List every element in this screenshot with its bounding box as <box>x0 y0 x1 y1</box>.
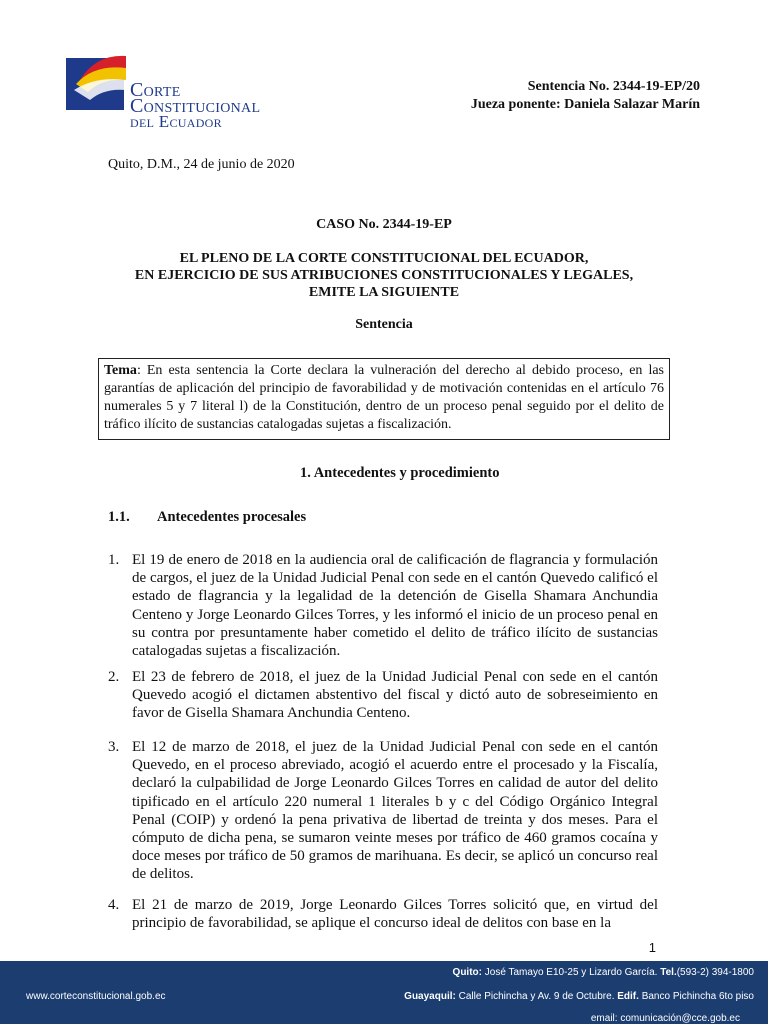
logo-line-3: del Ecuador <box>130 112 222 131</box>
list-item-number: 1. <box>108 552 120 568</box>
document-header <box>471 78 700 114</box>
list-item-text: El 12 de marzo de 2018, el juez de la Unidad Judicial Penal con sede en el cantón Quevedo, en el proceso abreviado, acogió el acuerdo entre el procesado y la Fiscalía, declaró la culpabilidad de Jorge Leonardo Gilces Torres en calidad de autor del delito tipificado en el artículo 220 numeral 1 literales b y c del Código Orgánico Integral Penal (COIP) y ordenó la pena privativa de libertad de treinta y dos meses. Para el cómputo de dicha pena, se sumaron veinte meses por tráfico de 460 gramos cocaína y doce meses por tráfico de 50 gramos de marihuana. Es decir, se aplicó un concurso real de delitos. <box>132 739 658 883</box>
footer-bar <box>0 961 768 1024</box>
edif-label: Edif. <box>617 991 639 1002</box>
website-link[interactable]: www.corteconstitucional.gob.ec <box>26 991 166 1002</box>
tema-box <box>98 358 670 440</box>
logo-line-2: Constitucional <box>130 95 261 117</box>
list-item-number: 3. <box>108 739 120 755</box>
guayaquil-address: Calle Pichincha y Av. 9 de Octubre. <box>458 991 615 1002</box>
list-item-text: El 21 de marzo de 2019, Jorge Leonardo Gilces Torres solicitó que, en virtud del principio de favorabilidad, se aplique el concurso ideal de delitos con base en la <box>132 897 658 932</box>
list-item-number: 2. <box>108 669 120 685</box>
footer-guayaquil <box>404 991 754 1002</box>
guayaquil-label: Guayaquil: <box>404 991 456 1002</box>
pleno-heading <box>100 250 668 301</box>
pleno-line-2: EN EJERCICIO DE SUS ATRIBUCIONES CONSTITUCIONALES Y LEGALES, <box>134 268 634 283</box>
caso-number: CASO No. 2344-19-EP <box>316 217 452 232</box>
court-logo <box>66 50 286 134</box>
section-heading: 1. Antecedentes y procedimiento <box>300 465 500 481</box>
pleno-line-3: EMITE LA SIGUIENTE <box>308 285 460 300</box>
quito-label: Quito: <box>452 967 482 978</box>
tema-label: Tema <box>104 363 137 378</box>
jueza-ponente: Jueza ponente: Daniela Salazar Marín <box>470 97 700 112</box>
subsection-title: Antecedentes procesales <box>157 509 307 525</box>
logo-line-1: Corte <box>130 79 181 101</box>
subsection-heading <box>108 509 306 526</box>
footer-email[interactable]: email: comunicación@cce.gob.ec <box>590 1013 740 1024</box>
tema-text: : En esta sentencia la Corte declara la vulneración del derecho al debido proceso, en las garantías de aplicación del principio de favorabilidad y de motivación contenidas en el artículo 76 numerales 5 y 7 literal l) de la Constitución, dentro de un proceso penal seguido por el delito de tráfico ilícito de sustancias catalogadas sujetas a fiscalización. <box>104 363 664 432</box>
list-item <box>108 896 658 932</box>
list-item <box>108 668 658 723</box>
list-item <box>108 551 658 660</box>
list-item-number: 4. <box>108 897 120 913</box>
pleno-line-1: EL PLENO DE LA CORTE CONSTITUCIONAL DEL ECUADOR, <box>179 251 589 266</box>
quito-address: José Tamayo E10-25 y Lizardo García. <box>484 967 658 978</box>
page-number: 1 <box>648 940 656 955</box>
list-item <box>108 738 658 884</box>
logo-wordmark <box>130 79 261 131</box>
court-emblem-icon <box>66 50 128 112</box>
tel-number: (593-2) 394-1800 <box>676 967 754 978</box>
sentencia-number: Sentencia No. 2344-19-EP/20 <box>527 79 700 94</box>
place-date: Quito, D.M., 24 de junio de 2020 <box>108 157 295 172</box>
list-item-text: El 23 de febrero de 2018, el juez de la Unidad Judicial Penal con sede en el cantón Quevedo acogió el dictamen abstentivo del fiscal y dictó auto de sobreseimiento en favor de Gisella Shamara Anchundia Centeno. <box>132 669 658 722</box>
edif-name: Banco Pichincha 6to piso <box>641 991 754 1002</box>
subsection-number: 1.1. <box>108 509 130 525</box>
list-item-text: El 19 de enero de 2018 en la audiencia oral de calificación de flagrancia y formulación de cargos, el juez de la Unidad Judicial Penal con sede en el cantón Quevedo calificó el estado de flagrancia y la legalidad de la detención de Gisella Shamara Anchundia Centeno y Jorge Leonardo Gilces Torres, y les informó el inicio de un proceso penal en su contra por presuntamente haber cometido el delito de tráfico ilícito de sustancias catalogadas sujetas a fiscalización. <box>132 552 658 660</box>
footer-quito <box>453 967 754 978</box>
tel-label: Tel. <box>660 967 677 978</box>
sentencia-label: Sentencia <box>355 317 413 332</box>
